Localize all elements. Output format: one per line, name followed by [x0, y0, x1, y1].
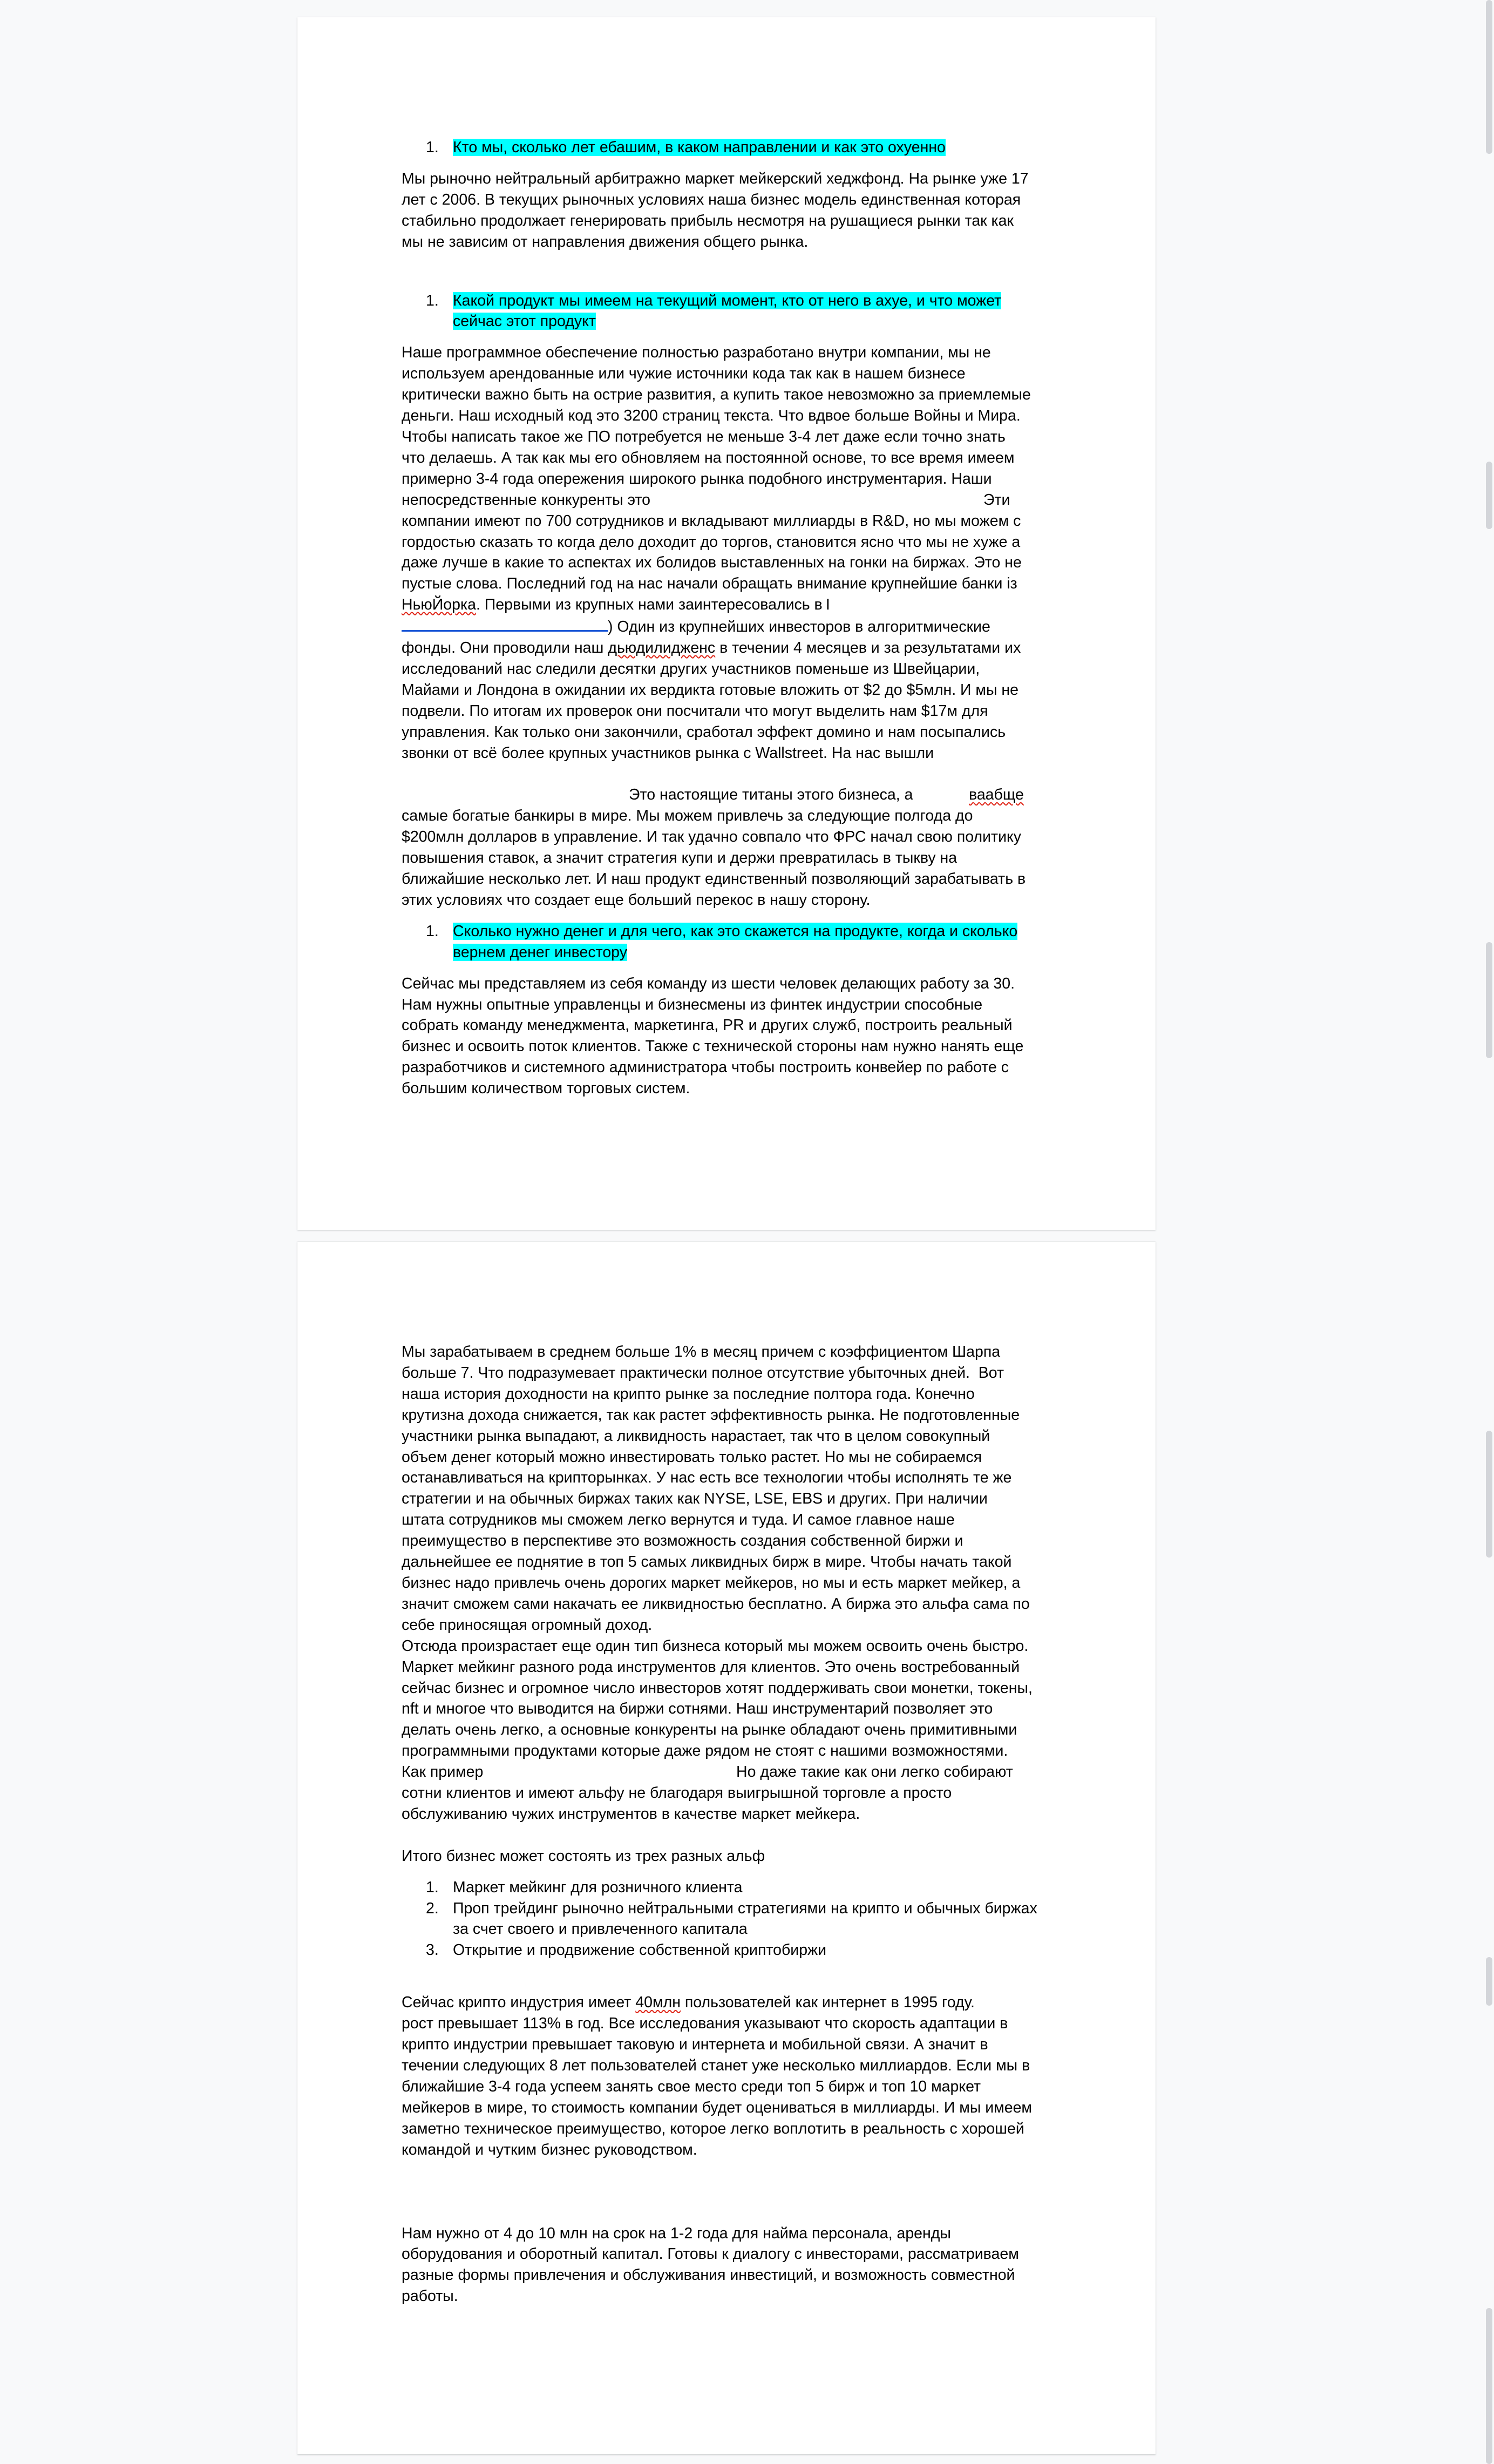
text-line: собрать команду менеджмента, маркетинга, PR и других служб, построить реальный: [402, 1017, 1013, 1034]
text-line: гордостью сказать то когда дело доходит до торгов, становится ясно что мы не хуже а: [402, 533, 1021, 551]
text-line: Чтобы написать такое же ПО потребуется не меньше 3-4 лет даже если точно знать: [402, 428, 1006, 445]
text-line: Маркет мейкинг разного рода инструментов для клиентов. Это очень востребованный: [402, 1658, 1020, 1676]
paragraph-summary-intro[interactable]: [402, 1846, 1055, 1867]
scrollbar-segment[interactable]: [1486, 2308, 1492, 2464]
blank-line: [402, 763, 1055, 784]
paragraph-returns[interactable]: [402, 1342, 1055, 1825]
text-line: дальнейшее ее поднятие в топ 5 самых ликвидных бирж в мире. Чтобы начать такой: [402, 1553, 1012, 1571]
list-item-text: Проп трейдинг рыночно нейтральными стратегиями на крипто и обычных: [453, 1899, 981, 1917]
text-line: компании имеют по 700 сотрудников и вкладывают миллиарды в R&D, но мы можем с: [402, 512, 1021, 530]
text-line: ближайшие несколько лет. И наш продукт единственный позволяющий зарабатывать в: [402, 870, 1026, 888]
text-line: бизнес и освоить поток клиентов. Также с технической стороны нам нужно нанять еще: [402, 1038, 1024, 1055]
text-line: обслуживанию чужих инструментов в качестве маркет мейкера.: [402, 1805, 860, 1823]
misspelled-word[interactable]: ваабще: [969, 786, 1024, 804]
text-line: делать очень легко, а основные конкуренты на рынке обладают очень примитивными: [402, 1721, 1017, 1739]
text-line: разработчиков и системного администратора чтобы построить конвейер по работе с: [402, 1059, 1009, 1077]
text-line: разные формы привлечения и обслуживания инвестиций, и возможность совместной: [402, 2266, 1015, 2284]
text-line: $200млн долларов в управление. И так удачно совпало что ФРС начал свою политику: [402, 828, 1022, 846]
redacted-link[interactable]: [402, 628, 608, 632]
text-fragment: Это настоящие титаны этого бизнеса, а: [629, 786, 913, 804]
text-line: программными продуктами которые даже рядом не стоят с нашими возможностями.: [402, 1742, 1008, 1760]
paragraph-product[interactable]: [402, 342, 1055, 910]
text-line: мы не зависим от направления движения общего рынка.: [402, 233, 809, 251]
text-line: звонки от всё более крупных участников рынка с Wallstreet. На нас вышли: [402, 744, 934, 762]
text-line: работы.: [402, 2287, 458, 2305]
text-fragment: Но даже такие как они легко собирают: [736, 1763, 1013, 1781]
document-page-1: [297, 17, 1156, 1230]
list-item[interactable]: [402, 1898, 1055, 1940]
text-line-link: [402, 617, 1055, 638]
text-line: бизнес надо привлечь очень дорогих маркет мейкеров, но мы и есть маркет мейкер, а: [402, 1574, 1021, 1592]
text-line: Мы рыночно нейтральный арбитражно маркет мейкерский хеджфонд. На рынке уже 17: [402, 170, 1029, 187]
page-1-content: [402, 137, 1055, 1099]
text-line: повышения ставок, а значит стратегия купи и держи превратилась в тыкву на: [402, 849, 957, 867]
text-line: Наше программное обеспечение полностью разработано внутри компании, мы не: [402, 344, 991, 362]
section-heading-1: [402, 137, 1055, 158]
text-line: критически важно быть на острие развития, а купить такое невозможно за приемлемые: [402, 386, 1031, 404]
text-line-example: [402, 1762, 1055, 1783]
scrollbar-segment[interactable]: [1486, 1431, 1492, 1558]
text-line: себе приносящая огромный доход.: [402, 1616, 653, 1634]
text-line: даже лучше в какие то аспектах их болидов выставленных на гонки на биржах. Это не: [402, 554, 1022, 572]
alpha-list: [402, 1877, 1055, 1961]
text-fragment: в течении 4 месяцев и за результатами их: [715, 639, 1021, 657]
text-line: ближайшие 3-4 года успеем занять свое место среди топ 5 бирж и топ 10 маркет: [402, 2077, 981, 2095]
text-fragment: Как пример: [402, 1763, 484, 1781]
text-line: штата сотрудников мы сможем легко вернутся и туда. И самое главное наше: [402, 1511, 955, 1529]
document-page-2: [297, 1242, 1156, 2454]
list-number: 3.: [426, 1941, 439, 1959]
text-fragment: Сейчас крипто индустрия имеет: [402, 1994, 636, 2012]
list-item[interactable]: [402, 1940, 1055, 1961]
text-line: что делаешь. А так как мы его обновляем на постоянной основе, то все время имеем: [402, 449, 1015, 466]
misspelled-word[interactable]: дьюдилидженс: [608, 639, 716, 657]
text-line: исследований нас следили десятки других участников поменьше из Швейцарии,: [402, 660, 980, 678]
text-line: этих условиях что создает еще больший перекос в нашу сторону.: [402, 891, 871, 909]
vertical-scrollbar[interactable]: [1483, 0, 1494, 2464]
text-line: Майами и Лондона в ожидании их вердикта готовые вложить от $2 до $5млн. И мы не: [402, 681, 1019, 699]
text-line: Отсюда произрастает еще один тип бизнеса который мы можем освоить очень быстро.: [402, 1637, 1029, 1655]
misspelled-word[interactable]: 40млн: [635, 1994, 681, 2012]
text-line: течении следующих 8 лет пользователей станет уже несколько миллиардов. Если мы в: [402, 2056, 1030, 2074]
text-line: останавливаться на крипторынках. У нас есть все технологии чтобы исполнять те же: [402, 1469, 1012, 1487]
list-number: 2.: [426, 1899, 439, 1917]
text-line: большим количеством торговых систем.: [402, 1080, 690, 1098]
text-line: Сейчас мы представляем из себя команду из шести человек делающих работу за 30.: [402, 974, 1015, 992]
scrollbar-segment[interactable]: [1486, 1957, 1492, 2006]
text-fragment: . Первыми из крупных нами заинтересовались в: [476, 596, 823, 614]
text-line-newyork: [402, 594, 1055, 617]
list-item[interactable]: [402, 1877, 1055, 1898]
paragraph-funding[interactable]: [402, 973, 1055, 1099]
list-number: 1.: [426, 922, 439, 940]
text-line: больше 7. Что подразумевает практически полное отсутствие убыточных дней. Вот: [402, 1364, 1004, 1382]
text-line: оборудования и оборотный капитал. Готовы к диалогу с инвесторами, рассматриваем: [402, 2245, 1019, 2263]
text-line: наша история доходности на крипто рынке за последние полтора года. Конечно: [402, 1385, 975, 1403]
heading-text-line-1[interactable]: Сколько нужно денег и для чего, как это скажется на продукте, когда и сколько: [453, 922, 1018, 940]
text-line: используем арендованные или чужие источники кода так как в нашем бизнесе: [402, 365, 966, 383]
list-item-text: биржах за счет своего и привлеченного капитала: [453, 1899, 1037, 1938]
list-item-text: Маркет мейкинг для розничного клиента: [453, 1878, 743, 1896]
text-line: подвели. По итогам их проверок они посчитали что могут выделить нам $17м для: [402, 702, 988, 720]
list-number: 1.: [426, 1878, 439, 1896]
text-line: сейчас бизнес и огромное число инвесторов хотят поддерживать свои монетки, токены,: [402, 1679, 1033, 1697]
list-number: 1.: [426, 139, 439, 156]
text-line: Нам нужны опытные управленцы и бизнесмены из финтек индустрии способные: [402, 996, 983, 1013]
text-line: управления. Как только они закончили, сработал эффект домино и нам посыпались: [402, 723, 1006, 741]
paragraph-investment-need[interactable]: [402, 2223, 1055, 2307]
text-line: преимущество в перспективе это возможность создания собственной биржи и: [402, 1532, 963, 1550]
heading-text-line-1[interactable]: Какой продукт мы имеем на текущий момент, кто от него в ахуе, и что может: [453, 292, 1002, 309]
text-line: стабильно продолжает генерировать прибыль несмотря на рушащиеся рынки так как: [402, 212, 1014, 229]
scrollbar-segment[interactable]: [1486, 462, 1492, 529]
text-line: Мы зарабатываем в среднем больше 1% в месяц причем с коэффициентом Шарпа: [402, 1343, 1001, 1360]
text-line: самые богатые банкиры в мире. Мы можем привлечь за следующие полгода до: [402, 807, 973, 825]
paragraph-industry[interactable]: [402, 1992, 1055, 2160]
section-heading-2: [402, 290, 1055, 333]
section-heading-3: [402, 921, 1055, 963]
text-line: примерно 3-4 года опережения широкого рынка подобного инструментария. Наши: [402, 470, 992, 488]
text-fragment: ) Один из крупнейших инвесторов в алгоритмические: [608, 618, 990, 636]
page-2-content: [402, 1342, 1055, 2307]
heading-text-line-2[interactable]: вернем денег инвестору: [453, 943, 627, 961]
scrollbar-segment[interactable]: [1486, 942, 1492, 1058]
text-line-duediligence: [402, 638, 1055, 659]
text-line: командой и чутким бизнес руководством.: [402, 2141, 697, 2158]
text-fragment: непосредственные конкуренты это: [402, 491, 651, 509]
text-line: Итого бизнес может состоять из трех разных альф: [402, 1847, 765, 1865]
text-line-competitors: [402, 490, 1055, 511]
text-line: сотни клиентов и имеют альфу не благодаря выигрышной торговле а просто: [402, 1784, 952, 1802]
text-line: Нам нужно от 4 до 10 млн на срок на 1-2 года для найма персонала, аренды: [402, 2224, 951, 2242]
text-line: объем денег который можно инвестировать только растет. Но мы не собираемся: [402, 1448, 982, 1466]
misspelled-word[interactable]: НьюЙорка: [402, 596, 476, 614]
text-fragment: I: [825, 596, 830, 614]
text-line: мейкеров в мире, то стоимость компании будет оцениваться в миллиарды. И мы имеем: [402, 2099, 1033, 2116]
text-line: лет с 2006. В текущих рыночных условиях наша бизнес модель единственная которая: [402, 191, 1021, 208]
text-fragment: Эти: [983, 491, 1010, 509]
text-line: крутизна дохода снижается, так как растет эффективность рынка. Не подготовленные: [402, 1406, 1020, 1424]
heading-text-line-2[interactable]: сейчас этот продукт: [453, 313, 596, 330]
text-line: деньги. Наш исходный код это 3200 страниц текста. Что вдвое больше Войны и Мира.: [402, 407, 1021, 425]
text-line-users: [402, 1992, 1055, 2013]
paragraph-about[interactable]: [402, 168, 1055, 253]
text-line: рост превышает 113% в год. Все исследования указывают что скорость адаптации в: [402, 2015, 1008, 2033]
text-line: nft и многое что выводится на биржи сотнями. Наш инструментарий позволяет это: [402, 1700, 993, 1718]
text-line: значит сможем сами накачать ее ликвидностью бесплатно. А биржа это альфа сама по: [402, 1595, 1030, 1613]
heading-text[interactable]: Кто мы, сколько лет ебашим, в каком направлении и как это охуенно: [453, 139, 946, 156]
text-line: пустые слова. Последний год на нас начали обращать внимание крупнейшие банки iз: [402, 575, 1017, 593]
text-line: заметно техническое преимущество, которое легко воплотить в реальность с хорошей: [402, 2120, 1024, 2137]
text-fragment: пользователей как интернет в 1995 году.: [680, 1994, 975, 2012]
list-number: 1.: [426, 292, 439, 309]
list-item-text: Открытие и продвижение собственной криптобиржи: [453, 1941, 827, 1959]
text-line: участники рынка выпадают, а ликвидность нарастает, так что в целом совокупный: [402, 1427, 990, 1445]
text-line: стратегии и на обычных биржах таких как NYSE, LSE, EBS и других. При наличии: [402, 1490, 988, 1508]
text-line-titans: [402, 784, 1055, 805]
scrollbar-thumb[interactable]: [1486, 0, 1492, 154]
text-fragment: фонды. Они проводили наш: [402, 639, 608, 657]
text-line: крипто индустрии превышает таковую и интернета и мобильной связи. А значит в: [402, 2036, 988, 2054]
